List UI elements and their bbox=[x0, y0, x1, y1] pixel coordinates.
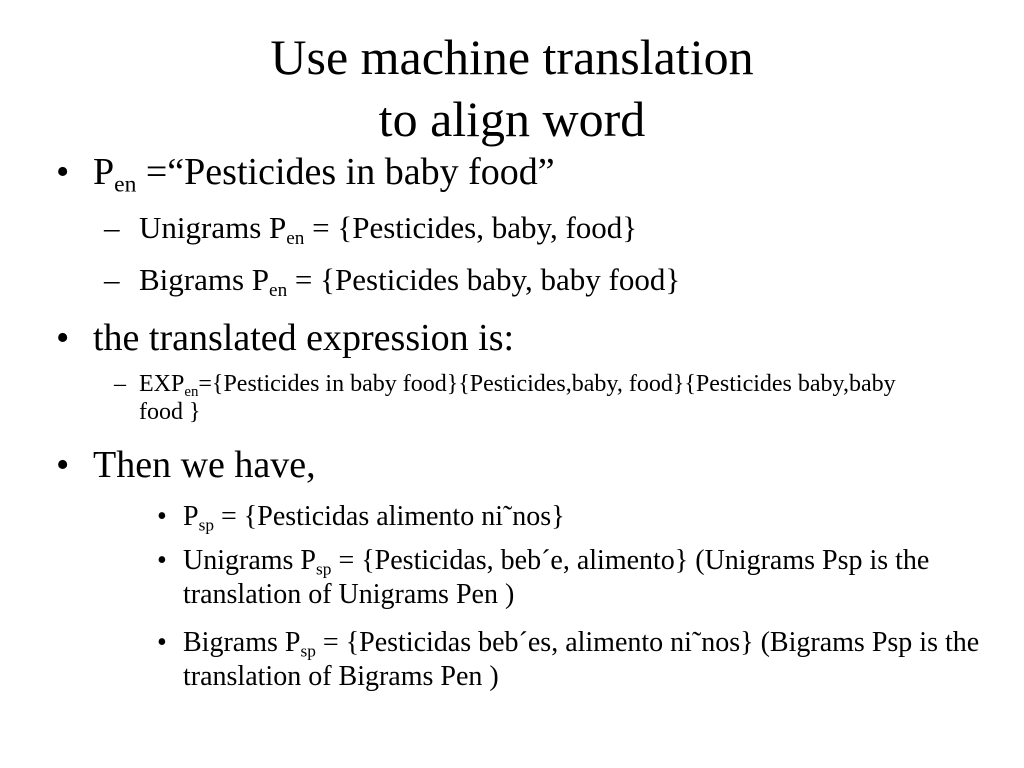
bullet-marker: • bbox=[56, 151, 70, 193]
text-segment: = {Pesticides, baby, food} bbox=[304, 210, 638, 245]
text-segment: = {Pesticides baby, baby food} bbox=[287, 262, 681, 297]
subscript: sp bbox=[316, 559, 332, 579]
bullet-marker: • bbox=[157, 501, 167, 532]
text-segment: = {Pesticidas, beb´e, alimento} (Unigrams Psp is the translation of Unigrams Pen ) bbox=[183, 545, 930, 610]
sub-bullet-item bbox=[0, 500, 1024, 534]
subscript: en bbox=[114, 171, 137, 198]
bullet-text bbox=[139, 370, 939, 426]
subscript: en bbox=[286, 228, 305, 250]
bullet-text bbox=[139, 262, 681, 302]
text-segment: EXP bbox=[139, 371, 185, 397]
bullet-marker: • bbox=[56, 444, 70, 486]
bullet-marker: • bbox=[56, 317, 70, 359]
bullet-marker: • bbox=[157, 545, 167, 576]
text-segment: = {Pesticidas alimento ni˜nos} bbox=[214, 501, 565, 532]
dash-marker: – bbox=[114, 371, 126, 397]
bullet-text: the translated expression is: bbox=[93, 317, 515, 359]
sub-bullet-item bbox=[0, 626, 1024, 696]
text-segment: P bbox=[183, 501, 199, 532]
bullet-text: Then we have, bbox=[93, 444, 316, 486]
subscript: sp bbox=[198, 515, 215, 535]
text-segment: Bigrams P bbox=[139, 262, 270, 297]
text-segment: ={Pesticides in baby food}{Pesticides,baby, food}{Pesticides baby,baby food } bbox=[139, 371, 896, 425]
bullet-text bbox=[183, 544, 983, 612]
bullet-marker: • bbox=[157, 627, 167, 658]
subscript: en bbox=[184, 383, 199, 400]
bullet-item bbox=[0, 443, 1024, 487]
bullet-item bbox=[0, 316, 1024, 360]
sub-bullet-item bbox=[0, 210, 1024, 250]
text-segment: P bbox=[93, 151, 115, 193]
sub-bullet-item bbox=[0, 262, 1024, 302]
dash-marker: – bbox=[104, 262, 120, 297]
text-segment: Bigrams P bbox=[183, 627, 301, 658]
title-line-2: to align word bbox=[378, 91, 646, 147]
text-segment: Unigrams P bbox=[183, 545, 316, 576]
slide-title bbox=[0, 26, 1024, 150]
title-line-1: Use machine translation bbox=[270, 29, 754, 85]
sub-bullet-item bbox=[0, 370, 1024, 428]
bullet-text bbox=[139, 210, 638, 250]
subscript: en bbox=[269, 280, 288, 302]
text-segment: Unigrams P bbox=[139, 210, 287, 245]
text-segment: = {Pesticidas beb´es, alimento ni˜nos} (Bigrams Psp is the translation of Bigrams Pen ) bbox=[183, 627, 980, 692]
bullet-text bbox=[183, 626, 983, 694]
dash-marker: – bbox=[104, 210, 120, 245]
bullet-text bbox=[183, 500, 983, 534]
subscript: sp bbox=[300, 641, 316, 661]
bullet-item bbox=[0, 150, 1024, 198]
text-segment: =“Pesticides in baby food” bbox=[136, 151, 555, 193]
sub-bullet-item bbox=[0, 544, 1024, 614]
bullet-text bbox=[93, 150, 555, 198]
